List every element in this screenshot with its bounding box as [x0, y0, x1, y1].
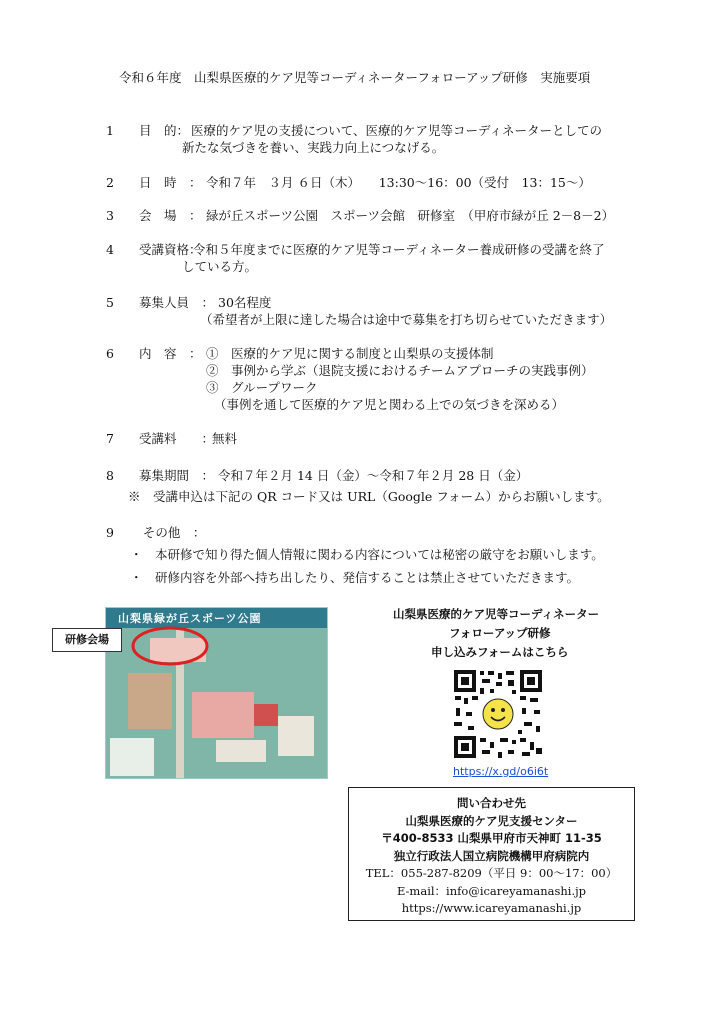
qr-code-graphic: [452, 668, 544, 760]
map-parking: [216, 740, 266, 762]
form-url-link[interactable]: https://x.gd/o6i6t: [453, 765, 549, 778]
other-item-2: ・ 研修内容を外部へ持ち出したり、発信することは禁止させていただきます。: [130, 570, 580, 585]
capacity-note: （希望者が上限に達した場合は途中で募集を打ち切らせていただきます）: [200, 312, 613, 327]
content-item-2: ② 事例から学ぶ（退院支援におけるチームアプローチの実践事例）: [206, 363, 594, 378]
contact-hospital: 独立行政法人国立病院機構甲府病院内: [393, 848, 590, 863]
contact-web[interactable]: https://www.icareyamanashi.jp: [401, 901, 582, 915]
period-label: 8 募集期間 ：: [106, 468, 214, 483]
contact-heading: 問い合わせ先: [457, 796, 526, 810]
content-item-1: ① 医療的ケア児に関する制度と山梨県の支援体制: [206, 346, 494, 361]
qualification-label: 4 受講資格：: [106, 242, 202, 257]
capacity-label: 5 募集人員 ：: [106, 295, 214, 310]
fee-label: 7 受講料 ：: [106, 431, 214, 446]
date-text: 令和７年 ３月 ６日（木） 13:30〜16：00（受付 13：15〜）: [206, 175, 591, 190]
purpose-line-1: 医療的ケア児の支援について、医療的ケア児等コーディネーターとしての: [191, 123, 603, 138]
content-note: （事例を通して医療的ケア児と関わる上での気づきを深める）: [214, 397, 565, 412]
park-map: [105, 607, 328, 779]
qr-code[interactable]: [452, 668, 544, 760]
other-label: 9 その他 ：: [106, 525, 206, 540]
contact-org: 山梨県医療的ケア児支援センター: [405, 813, 578, 828]
period-text: 令和７年２月 14 日（金）～令和７年２月 28 日（金）: [218, 468, 529, 483]
date-label: 2 日 時 ：: [106, 175, 202, 190]
purpose-label: 1 目 的：: [106, 123, 189, 138]
form-line-1: 山梨県医療的ケア児等コーディネーター: [393, 607, 600, 621]
period-note: ※ 受講申込は下記の QR コード又は URL（Google フォーム）からお願いします。: [128, 489, 610, 504]
map-gym: [254, 704, 278, 726]
fee-text: 無料: [212, 431, 238, 446]
content-item-3: ③ グループワーク: [206, 380, 318, 395]
page-title: 令和６年度 山梨県医療的ケア児等コーディネーターフォローアップ研修 実施要項: [119, 70, 591, 85]
purpose-line-2: 新たな気づきを養い、実践力向上につなげる。: [182, 140, 445, 155]
contact-box: [348, 787, 635, 921]
map-main-building: [192, 692, 254, 738]
contact-address: 〒400-8533 山梨県甲府市天神町 11-35: [381, 831, 602, 845]
venue-circle: [130, 624, 210, 668]
contact-email[interactable]: E-mail：info@icareyamanashi.jp: [396, 883, 587, 898]
qualification-line-1: 令和５年度までに医療的ケア児等コーディネーター養成研修の受講を終了: [193, 242, 605, 257]
map-banner-text: 山梨県緑が丘スポーツ公園: [118, 612, 262, 625]
other-item-1: ・ 本研修で知り得た個人情報に関わる内容については秘密の厳守をお願いします。: [130, 547, 604, 562]
capacity-text: 30名程度: [218, 295, 272, 310]
map-building-right: [278, 716, 314, 756]
venue-label: 3 会 場 ：: [106, 208, 202, 223]
form-line-2: フォローアップ研修: [449, 626, 551, 640]
venue-text: 緑が丘スポーツ公園 スポーツ会館 研修室 （甲府市緑が丘 2－8－2）: [206, 208, 615, 223]
qualification-line-2: している方。: [182, 259, 258, 274]
map-field-left: [128, 673, 172, 729]
map-legend: [110, 738, 154, 776]
form-line-3: 申し込みフォームはこちら: [431, 645, 569, 659]
contact-tel: TEL：055-287-8209（平日 9：00〜17：00）: [365, 866, 618, 880]
venue-tag: 研修会場: [52, 628, 122, 652]
content-label: 6 内 容 ：: [106, 346, 202, 361]
